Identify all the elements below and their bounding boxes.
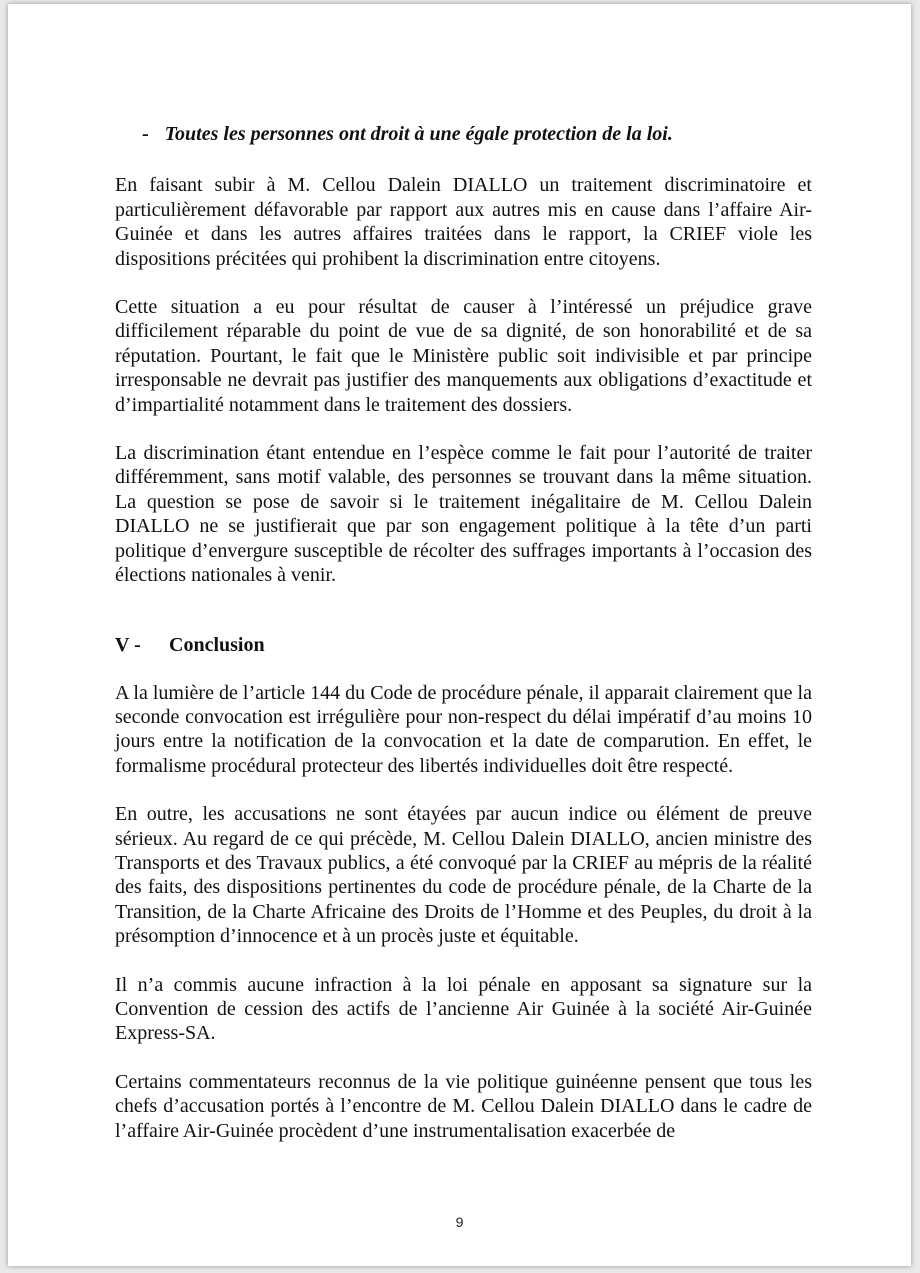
bullet-text: Toutes les personnes ont droit à une égale protection de la loi. [164,123,673,145]
section-number: V - [115,633,141,656]
document-page [8,4,911,1266]
bullet-dash: - [142,123,149,145]
page-number: 9 [455,1214,464,1230]
section-heading [115,633,812,657]
section-title: Conclusion [169,633,265,656]
paragraph-discrimination-definition: La discrimination étant entendue en l’espèce comme le fait pour l’autorité de traiter différemment, sans motif valable, des personnes se trouvant dans la même situation. La question se pose de savoir si le traitement inégalitaire de M. Cellou Dalein DIALLO ne se justifierait que par son engagement politique à la tête d’un parti politique d’envergure susceptible de récolter des suffrages importants à l’occasion des élections nationales à venir. [115,442,812,587]
paragraph-no-infraction: Il n’a commis aucune infraction à la loi pénale en apposant sa signature sur la Convention de cession des actifs de l’ancienne Air Guinée à la société Air-Guinée Express-SA. [115,973,812,1045]
paragraph-accusations: En outre, les accusations ne sont étayées par aucun indice ou élément de preuve sérieux. Au regard de ce qui précède, M. Cellou Dalein DIALLO, ancien ministre des Transports et des Travaux publics, a été convoqué par la CRIEF au mépris de la réalité des faits, des dispositions pertinentes du code de procédure pénale, de la Charte de la Transition, de la Charte Africaine des Droits de l’Homme et des Peuples, du droit à la présomption d’innocence et à un procès juste et équitable. [115,803,812,948]
page-content [115,122,812,1167]
paragraph-commentators: Certains commentateurs reconnus de la vie politique guinéenne pensent que tous les chefs d’accusation portés à l’encontre de M. Cellou Dalein DIALLO dans le cadre de l’affaire Air-Guinée procèdent d’une instrumentalisation exacerbée de [115,1070,812,1142]
paragraph-article-144: A la lumière de l’article 144 du Code de procédure pénale, il apparait clairement que la seconde convocation est irrégulière pour non-respect du délai impératif d’au moins 10 jours entre la notification de la convocation et la date de comparution. En effet, le formalisme procédural protecteur des libertés individuelles doit être respecté. [115,681,812,777]
paragraph-prejudice: Cette situation a eu pour résultat de causer à l’intéressé un préjudice grave difficilement réparable du point de vue de sa dignité, de son honorabilité et de sa réputation. Pourtant, le fait que le Ministère public soit indivisible et par principe irresponsable ne devrait pas justifier des manquements aux obligations d’exactitude et d’impartialité notamment dans le traitement des dossiers. [115,296,812,416]
bullet-item [115,122,812,146]
paragraph-discrimination-treatment: En faisant subir à M. Cellou Dalein DIALLO un traitement discriminatoire et particulièrement défavorable par rapport aux autres mis en cause dans l’affaire Air-Guinée et dans les autres affaires traitées dans le rapport, la CRIEF viole les dispositions précitées qui prohibent la discrimination entre citoyens. [115,174,812,270]
